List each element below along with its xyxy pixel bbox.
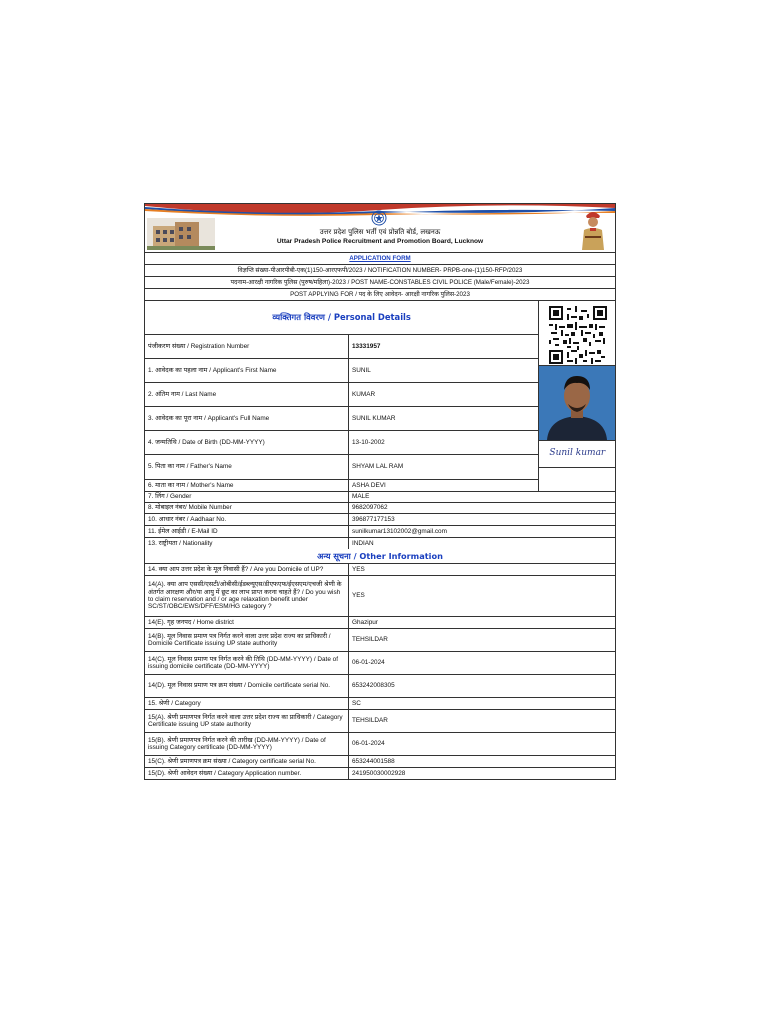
field-label: 14(B). मूल निवास प्रमाण पत्र निर्गत करने वाला उत्तर प्रदेश राज्य का प्राधिकारी / Domicile Certificate issuing UP state authority	[145, 629, 349, 651]
header-banner	[145, 204, 615, 253]
field-label: 15(C). श्रेणी प्रमाणपत्र क्रम संख्या / Category certificate serial No.	[145, 756, 349, 767]
registration-number: 13331957	[352, 342, 381, 350]
notification-number: विज्ञप्ति संख्या-पीआरपीबी-एक(1)150-आरएफपी/2023 / NOTIFICATION NUMBER- PRPB-one-(1)150-RFP/2023	[145, 265, 615, 277]
table-row	[145, 407, 538, 431]
person-silhouette-icon	[539, 366, 615, 440]
field-label: 14(D). मूल निवास प्रमाण पत्र क्रम संख्या / Domicile certificate serial No.	[145, 675, 349, 697]
table-row	[145, 756, 615, 768]
table-row	[145, 733, 615, 756]
applicant-signature: Sunil kumar	[539, 440, 615, 468]
post-applying-for: POST APPLYING FOR / पद के लिए आवेदन- आरक्षी नागरिक पुलिस-2023	[145, 289, 615, 301]
field-value: 396877177153	[352, 515, 395, 523]
field-value: 653244001588	[352, 757, 395, 765]
field-value: TEHSILDAR	[352, 636, 388, 644]
field-label: 14(C). मूल निवास प्रमाण पत्र निर्गत करने की तिथि (DD-MM-YYYY) / Date of issuing domicile certificate (DD-MM-YYYY)	[145, 652, 349, 674]
personal-details-block	[145, 301, 615, 492]
table-row	[145, 431, 538, 455]
application-form	[144, 203, 616, 780]
table-row	[145, 698, 615, 710]
board-english-title: Uttar Pradesh Police Recruitment and Promotion Board, Lucknow	[276, 238, 484, 245]
field-label: 1. आवेदक का पहला नाम / Applicant's First Name	[145, 359, 349, 382]
email-value: sunilkumar13102002@gmail.com	[352, 527, 447, 535]
personal-details-more	[145, 492, 615, 549]
field-value: SUNIL	[352, 366, 371, 374]
table-row	[145, 710, 615, 733]
field-label: 15(D). श्रेणी आवेदन संख्या / Category Application number.	[145, 768, 349, 779]
field-value: ASHA DEVI	[352, 481, 386, 489]
field-label: 10. आधार नंबर / Aadhaar No.	[145, 514, 349, 525]
police-emblem-icon	[371, 210, 387, 226]
personal-details-heading: व्यक्तिगत विवरण / Personal Details	[145, 301, 538, 335]
table-row	[145, 503, 615, 514]
field-label: 4. जन्मतिथि / Date of Birth (DD-MM-YYYY)	[145, 431, 349, 454]
field-label: पंजीकरण संख्या / Registration Number	[145, 335, 349, 358]
field-value: 06-01-2024	[352, 659, 385, 667]
field-label: 5. पिता का नाम / Father's Name	[145, 455, 349, 479]
table-row	[145, 492, 615, 503]
table-row	[145, 514, 615, 526]
field-value: SHYAM LAL RAM	[352, 463, 404, 471]
table-row	[145, 576, 615, 617]
table-row	[145, 480, 538, 491]
field-label: 14(E). गृह जनपद / Home district	[145, 617, 349, 628]
board-hindi-title: उत्तर प्रदेश पुलिस भर्ती एवं प्रोन्नति बोर्ड, लखनऊ	[319, 228, 441, 236]
field-label: 15. श्रेणी / Category	[145, 698, 349, 709]
applicant-photo	[539, 365, 615, 441]
field-value: 06-01-2024	[352, 740, 385, 748]
field-label: 7. लिंग / Gender	[145, 492, 349, 502]
table-row	[145, 538, 615, 549]
field-label: 13. राष्ट्रीयता / Nationality	[145, 538, 349, 549]
table-row	[145, 629, 615, 652]
police-officer-icon	[577, 208, 609, 250]
field-value: INDIAN	[352, 539, 374, 547]
field-label: 14(A). क्या आप एससी/एसटी/ओबीसी/ईडब्ल्यूएस/डीएफएफ/ईएसएम/एचजी श्रेणी के अंतर्गत आरक्षण और/या आयु में छूट का लाभ प्राप्त करना चाहते हैं? / Do you wish to claim reservation and / or age relaxation benefit under SC/ST/OBC/EWS/DFF/ESM/HG category ?	[145, 576, 349, 616]
table-row	[145, 564, 615, 576]
table-row	[145, 455, 538, 480]
table-row	[145, 652, 615, 675]
field-label: 3. आवेदक का पूरा नाम / Applicant's Full Name	[145, 407, 349, 430]
table-row	[145, 359, 538, 383]
field-label: 8. मोबाइल नंबर/ Mobile Number	[145, 503, 349, 513]
table-row	[145, 383, 538, 407]
field-label: 14. क्या आप उत्तर प्रदेश के मूल निवासी हैं? / Are you Domicile of UP?	[145, 564, 349, 575]
field-value: 653242008305	[352, 682, 395, 690]
field-label: 2. अंतिम नाम / Last Name	[145, 383, 349, 406]
table-row	[145, 768, 615, 779]
table-row	[145, 526, 615, 538]
field-label: 6. माता का नाम / Mother's Name	[145, 480, 349, 491]
field-value: 13-10-2002	[352, 438, 385, 446]
field-value: TEHSILDAR	[352, 717, 388, 725]
application-form-link[interactable]: APPLICATION FORM	[145, 253, 615, 265]
table-row	[145, 335, 538, 359]
field-label: 11. ईमेल आईडी / E-Mail ID	[145, 526, 349, 537]
field-value: Ghazipur	[352, 618, 378, 626]
table-row	[145, 617, 615, 629]
field-value: SUNIL KUMAR	[352, 414, 396, 422]
other-information-table	[145, 564, 615, 779]
field-value: 241950030002928	[352, 769, 406, 777]
post-name: पदनाम-आरक्षी नागरिक पुलिस (पुरुष/महिला)-2023 / POST NAME-CONSTABLES CIVIL POLICE (Male/Female)-2023	[145, 277, 615, 289]
qr-code-icon	[546, 306, 610, 364]
field-value: KUMAR	[352, 390, 376, 398]
field-value: MALE	[352, 493, 370, 501]
field-label: 15(A). श्रेणी प्रमाणपत्र निर्गत करने वाला उत्तर प्रदेश राज्य का प्राधिकारी / Category Certificate issuing UP state authority	[145, 710, 349, 732]
other-information-heading: अन्य सूचना / Other Information	[145, 549, 615, 564]
field-value: 9682097062	[352, 504, 388, 512]
field-label: 15(B). श्रेणी प्रमाणपत्र निर्गत करने की तारीख (DD-MM-YYYY) / Date of issuing Category certificate (DD-MM-YYYY)	[145, 733, 349, 755]
field-value: YES	[352, 565, 365, 573]
table-row	[145, 675, 615, 698]
field-value: SC	[352, 699, 361, 707]
field-value: YES	[352, 592, 365, 600]
